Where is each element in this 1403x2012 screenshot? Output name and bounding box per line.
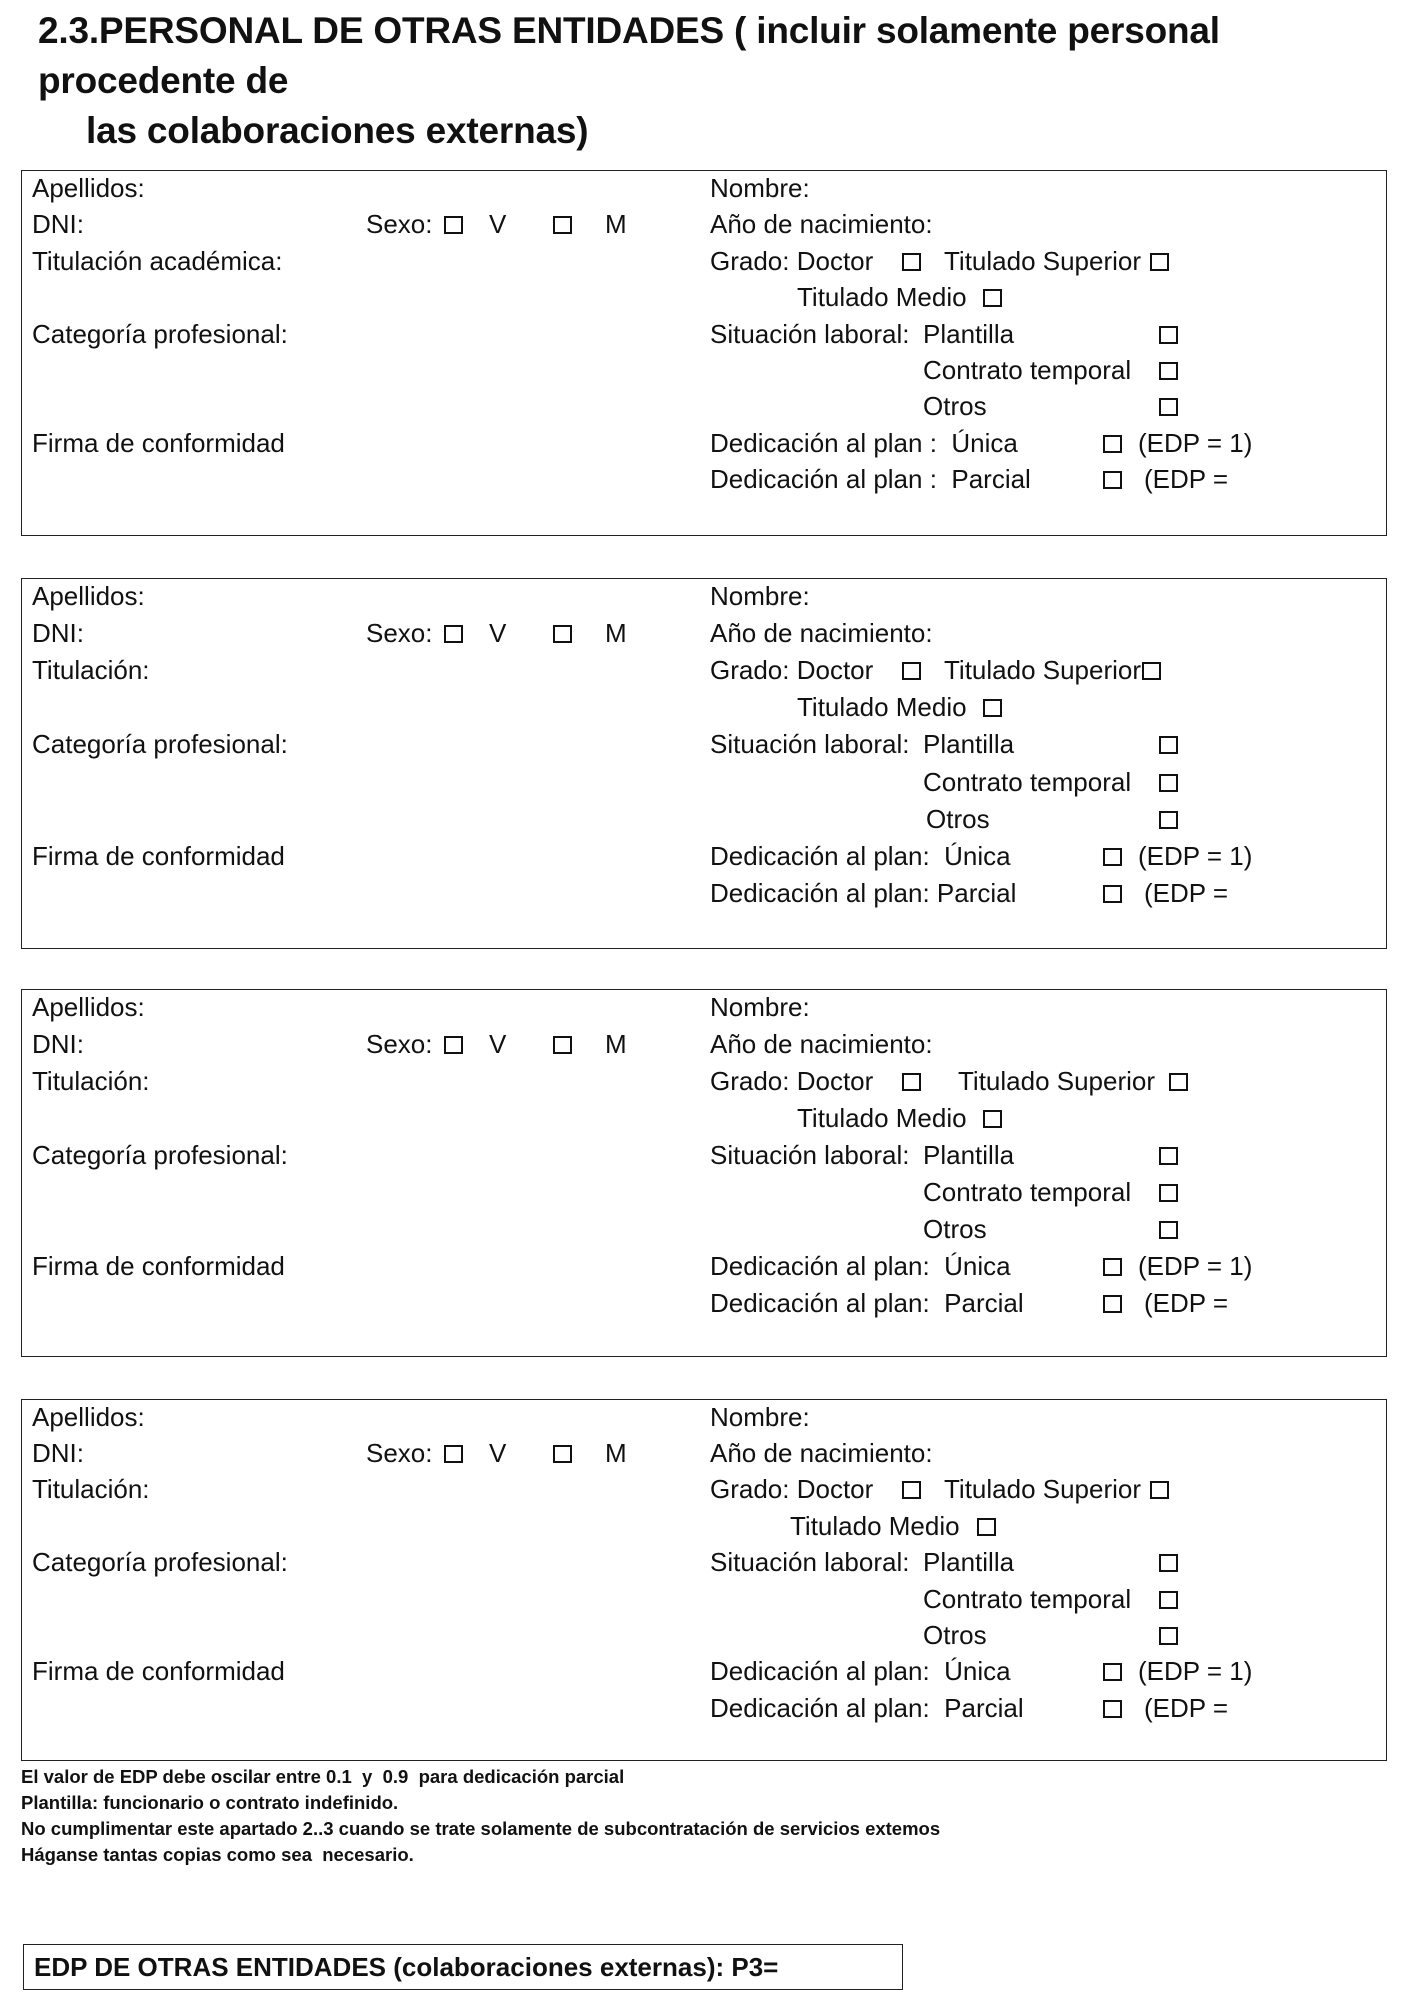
personnel-card (21, 578, 1387, 949)
sexo-m-checkbox[interactable] (553, 625, 572, 643)
sexo-v-label: V (489, 1029, 507, 1059)
dedicacion-parcial-label: Dedicación al plan: Parcial (710, 1288, 1024, 1318)
titulado-medio-checkbox[interactable] (983, 699, 1002, 717)
firma-label: Firma de conformidad (32, 1251, 285, 1281)
categoria-label: Categoría profesional: (32, 319, 288, 349)
nombre-label: Nombre: (710, 173, 810, 203)
situacion-label: Situación laboral: (710, 1547, 910, 1577)
contrato-temporal-checkbox[interactable] (1159, 362, 1178, 380)
apellidos-label: Apellidos: (32, 173, 145, 203)
categoria-label: Categoría profesional: (32, 1140, 288, 1170)
dedicacion-parcial-checkbox[interactable] (1103, 1295, 1122, 1313)
grado-doctor-checkbox[interactable] (902, 1481, 921, 1499)
titulacion-label: Titulación: (32, 1474, 150, 1504)
sexo-v-label: V (489, 1438, 507, 1468)
titulado-superior-label: Titulado Superior (958, 1066, 1156, 1096)
situacion-label: Situación laboral: (710, 1140, 910, 1170)
grado-doctor-checkbox[interactable] (902, 253, 921, 271)
sexo-label: Sexo: (366, 618, 433, 648)
contrato-temporal-label: Contrato temporal (923, 1584, 1132, 1614)
grado-doctor-label: Grado: Doctor (710, 655, 874, 685)
grado-doctor-label: Grado: Doctor (710, 1474, 874, 1504)
nombre-label: Nombre: (710, 581, 810, 611)
sexo-v-checkbox[interactable] (444, 625, 463, 643)
titulado-superior-checkbox[interactable] (1150, 1481, 1169, 1499)
plantilla-checkbox[interactable] (1159, 1147, 1178, 1165)
edp-unica-label: (EDP = 1) (1138, 1656, 1253, 1686)
contrato-temporal-label: Contrato temporal (923, 767, 1132, 797)
titulacion-label: Titulación: (32, 655, 150, 685)
edp-parcial-label: (EDP = (1144, 1693, 1229, 1723)
apellidos-label: Apellidos: (32, 992, 145, 1022)
title-line-2: las colaboraciones externas) (86, 110, 589, 151)
otros-checkbox[interactable] (1159, 811, 1178, 829)
plantilla-checkbox[interactable] (1159, 1554, 1178, 1572)
firma-label: Firma de conformidad (32, 428, 285, 458)
personnel-card (21, 989, 1387, 1357)
plantilla-label: Plantilla (923, 729, 1015, 759)
titulado-medio-checkbox[interactable] (983, 289, 1002, 307)
contrato-temporal-checkbox[interactable] (1159, 774, 1178, 792)
sexo-m-label: M (605, 209, 627, 239)
sexo-label: Sexo: (366, 209, 433, 239)
titulado-medio-label: Titulado Medio (797, 282, 967, 312)
edp-parcial-label: (EDP = (1144, 1288, 1229, 1318)
footnote-no-cumplimentar: No cumplimentar este apartado 2..3 cuando se trate solamente de subcontratación de servicios extemos (21, 1818, 941, 1839)
titulado-medio-checkbox[interactable] (977, 1518, 996, 1536)
otros-checkbox[interactable] (1159, 1221, 1178, 1239)
sexo-label: Sexo: (366, 1438, 433, 1468)
anio-label: Año de nacimiento: (710, 1029, 933, 1059)
firma-label: Firma de conformidad (32, 1656, 285, 1686)
footnotes (21, 1764, 940, 1868)
anio-label: Año de nacimiento: (710, 1438, 933, 1468)
nombre-label: Nombre: (710, 992, 810, 1022)
categoria-label: Categoría profesional: (32, 729, 288, 759)
edp-total-box[interactable] (23, 1944, 903, 1990)
dedicacion-parcial-checkbox[interactable] (1103, 885, 1122, 903)
plantilla-label: Plantilla (923, 1547, 1015, 1577)
contrato-temporal-label: Contrato temporal (923, 355, 1132, 385)
section-title (38, 6, 1378, 156)
dedicacion-unica-checkbox[interactable] (1103, 435, 1122, 453)
anio-label: Año de nacimiento: (710, 618, 933, 648)
titulado-medio-label: Titulado Medio (797, 692, 967, 722)
situacion-label: Situación laboral: (710, 729, 910, 759)
dedicacion-parcial-label: Dedicación al plan: Parcial (710, 1693, 1024, 1723)
titulado-superior-checkbox[interactable] (1169, 1073, 1188, 1091)
titulado-medio-label: Titulado Medio (790, 1511, 960, 1541)
otros-checkbox[interactable] (1159, 398, 1178, 416)
nombre-label: Nombre: (710, 1402, 810, 1432)
sexo-m-checkbox[interactable] (553, 1445, 572, 1463)
dedicacion-parcial-label: Dedicación al plan: Parcial (710, 878, 1017, 908)
titulado-superior-checkbox[interactable] (1150, 253, 1169, 271)
titulado-superior-label: Titulado Superior (944, 246, 1142, 276)
dedicacion-unica-checkbox[interactable] (1103, 848, 1122, 866)
dedicacion-parcial-checkbox[interactable] (1103, 471, 1122, 489)
otros-checkbox[interactable] (1159, 1627, 1178, 1645)
titulado-superior-label: Titulado Superior (944, 1474, 1142, 1504)
titulado-medio-label: Titulado Medio (797, 1103, 967, 1133)
dni-label: DNI: (32, 1029, 84, 1059)
titulado-superior-label: Titulado Superior (944, 655, 1142, 685)
plantilla-checkbox[interactable] (1159, 736, 1178, 754)
sexo-m-checkbox[interactable] (553, 216, 572, 234)
sexo-m-checkbox[interactable] (553, 1036, 572, 1054)
dedicacion-parcial-label: Dedicación al plan : Parcial (710, 464, 1031, 494)
titulacion-label: Titulación: (32, 1066, 150, 1096)
personnel-card (21, 1399, 1387, 1761)
dedicacion-unica-label: Dedicación al plan: Única (710, 841, 1011, 871)
grado-doctor-checkbox[interactable] (902, 1073, 921, 1091)
grado-doctor-label: Grado: Doctor (710, 1066, 874, 1096)
contrato-temporal-checkbox[interactable] (1159, 1591, 1178, 1609)
sexo-v-label: V (489, 618, 507, 648)
sexo-v-checkbox[interactable] (444, 1445, 463, 1463)
dedicacion-unica-label: Dedicación al plan : Única (710, 428, 1018, 458)
dedicacion-parcial-checkbox[interactable] (1103, 1700, 1122, 1718)
edp-unica-label: (EDP = 1) (1138, 428, 1253, 458)
otros-label: Otros (923, 391, 987, 421)
sexo-v-label: V (489, 209, 507, 239)
otros-label: Otros (926, 804, 990, 834)
sexo-v-checkbox[interactable] (444, 216, 463, 234)
footnote-plantilla: Plantilla: funcionario o contrato indefinido. (21, 1792, 399, 1813)
dedicacion-unica-label: Dedicación al plan: Única (710, 1251, 1011, 1281)
dni-label: DNI: (32, 1438, 84, 1468)
apellidos-label: Apellidos: (32, 581, 145, 611)
title-line-1: 2.3.PERSONAL DE OTRAS ENTIDADES ( incluir solamente personal procedente de (38, 10, 1220, 101)
grado-doctor-label: Grado: Doctor (710, 246, 874, 276)
plantilla-label: Plantilla (923, 319, 1015, 349)
contrato-temporal-checkbox[interactable] (1159, 1184, 1178, 1202)
contrato-temporal-label: Contrato temporal (923, 1177, 1132, 1207)
footnote-copias: Háganse tantas copias como sea necesario. (21, 1844, 414, 1865)
otros-label: Otros (923, 1620, 987, 1650)
otros-label: Otros (923, 1214, 987, 1244)
plantilla-label: Plantilla (923, 1140, 1015, 1170)
apellidos-label: Apellidos: (32, 1402, 145, 1432)
dedicacion-unica-checkbox[interactable] (1103, 1258, 1122, 1276)
grado-doctor-checkbox[interactable] (902, 662, 921, 680)
dni-label: DNI: (32, 618, 84, 648)
dni-label: DNI: (32, 209, 84, 239)
titulado-superior-checkbox[interactable] (1142, 662, 1161, 680)
dedicacion-unica-checkbox[interactable] (1103, 1663, 1122, 1681)
edp-unica-label: (EDP = 1) (1138, 841, 1253, 871)
categoria-label: Categoría profesional: (32, 1547, 288, 1577)
personnel-card (21, 170, 1387, 536)
footnote-edp: El valor de EDP debe oscilar entre 0.1 y 0.9 para dedicación parcial (21, 1766, 625, 1787)
sexo-m-label: M (605, 1438, 627, 1468)
dedicacion-unica-label: Dedicación al plan: Única (710, 1656, 1011, 1686)
edp-parcial-label: (EDP = (1144, 878, 1229, 908)
plantilla-checkbox[interactable] (1159, 326, 1178, 344)
titulado-medio-checkbox[interactable] (983, 1110, 1002, 1128)
edp-unica-label: (EDP = 1) (1138, 1251, 1253, 1281)
sexo-v-checkbox[interactable] (444, 1036, 463, 1054)
edp-total-label: EDP DE OTRAS ENTIDADES (colaboraciones externas): P3= (34, 1952, 779, 1982)
sexo-m-label: M (605, 618, 627, 648)
firma-label: Firma de conformidad (32, 841, 285, 871)
sexo-label: Sexo: (366, 1029, 433, 1059)
anio-label: Año de nacimiento: (710, 209, 933, 239)
titulacion-label: Titulación académica: (32, 246, 283, 276)
edp-parcial-label: (EDP = (1144, 464, 1229, 494)
situacion-label: Situación laboral: (710, 319, 910, 349)
sexo-m-label: M (605, 1029, 627, 1059)
